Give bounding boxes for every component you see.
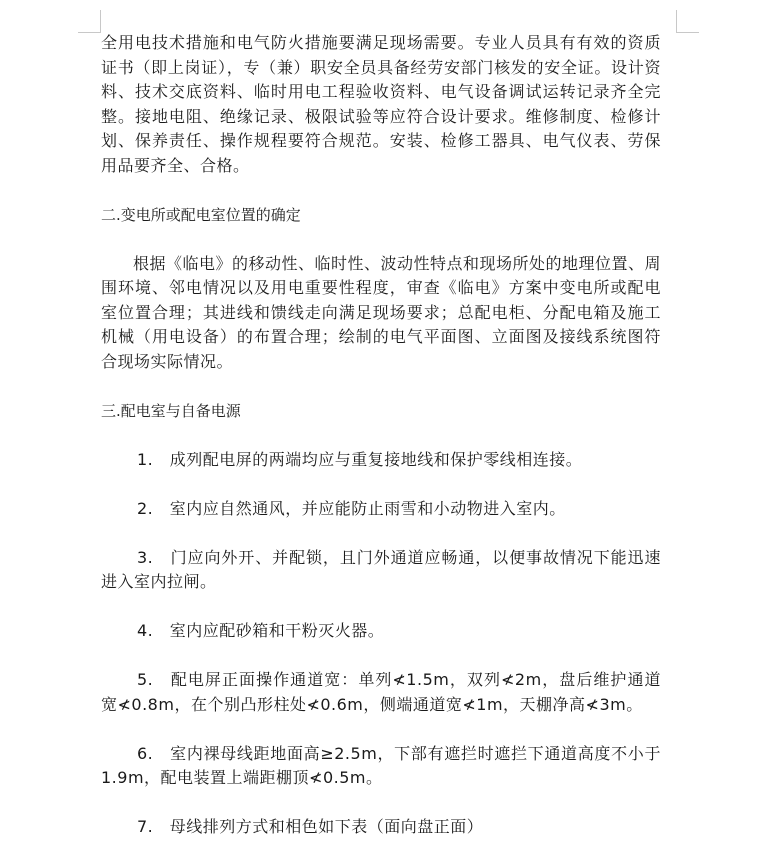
list-item: 5. 配电屏正面操作通道宽：单列≮1.5m，双列≮2m，盘后维护通道宽≮0.8m，在个别凸形柱处≮0.6m，侧端通道宽≮1m，天棚净高≮3m。	[101, 670, 661, 714]
list-item: 7. 母线排列方式和相色如下表（面向盘正面）	[137, 817, 484, 836]
list-item: 4. 室内应配砂箱和干粉灭火器。	[137, 621, 385, 640]
list-item: 6. 室内裸母线距地面高≥2.5m，下部有遮拦时遮拦下通道高度不小于1.9m，配电装置上端距棚顶≮0.5m。	[101, 743, 661, 787]
paragraph-substation-location: 根据《临电》的移动性、临时性、波动性特点和现场所处的地理位置、周围环境、邻电情况以及用电重要性程度，审查《临电》方案中变电所或配电室位置合理；其进线和馈线走向满足现场要求；总配电柜、分配电箱及施工机械（用电设备）的布置合理；绘制的电气平面图、立面图及接线系统图符合现场实际情况。	[101, 253, 662, 371]
page-corner-mark-right	[676, 10, 699, 33]
section-heading-substation-location: 二.变电所或配电室位置的确定	[101, 205, 301, 224]
paragraph-safety-requirements: 全用电技术措施和电气防火措施要满足现场需要。专业人员具有有效的资质证书（即上岗证），专（兼）职安全员具备经劳安部门核发的安全证。设计资料、技术交底资料、临时用电工程验收资料、电气设备调试运转记录齐全完整。接地电阻、绝缘记录、极限试验等应符合设计要求。维修制度、检修计划、保养责任、操作规程要符合规范。安装、检修工器具、电气仪表、劳保用品要齐全、合格。	[101, 33, 661, 175]
section-heading-distribution-room: 三.配电室与自备电源	[101, 401, 241, 420]
document-page	[101, 31, 661, 840]
list-item: 1. 成列配电屏的两端均应与重复接地线和保护零线相连接。	[137, 449, 583, 469]
list-item: 3. 门应向外开、并配锁，且门外通道应畅通，以便事故情况下能迅速进入室内拉闸。	[101, 547, 661, 591]
list-item: 2. 室内应自然通风，并应能防止雨雪和小动物进入室内。	[137, 498, 566, 518]
page-corner-mark-left	[78, 10, 101, 33]
